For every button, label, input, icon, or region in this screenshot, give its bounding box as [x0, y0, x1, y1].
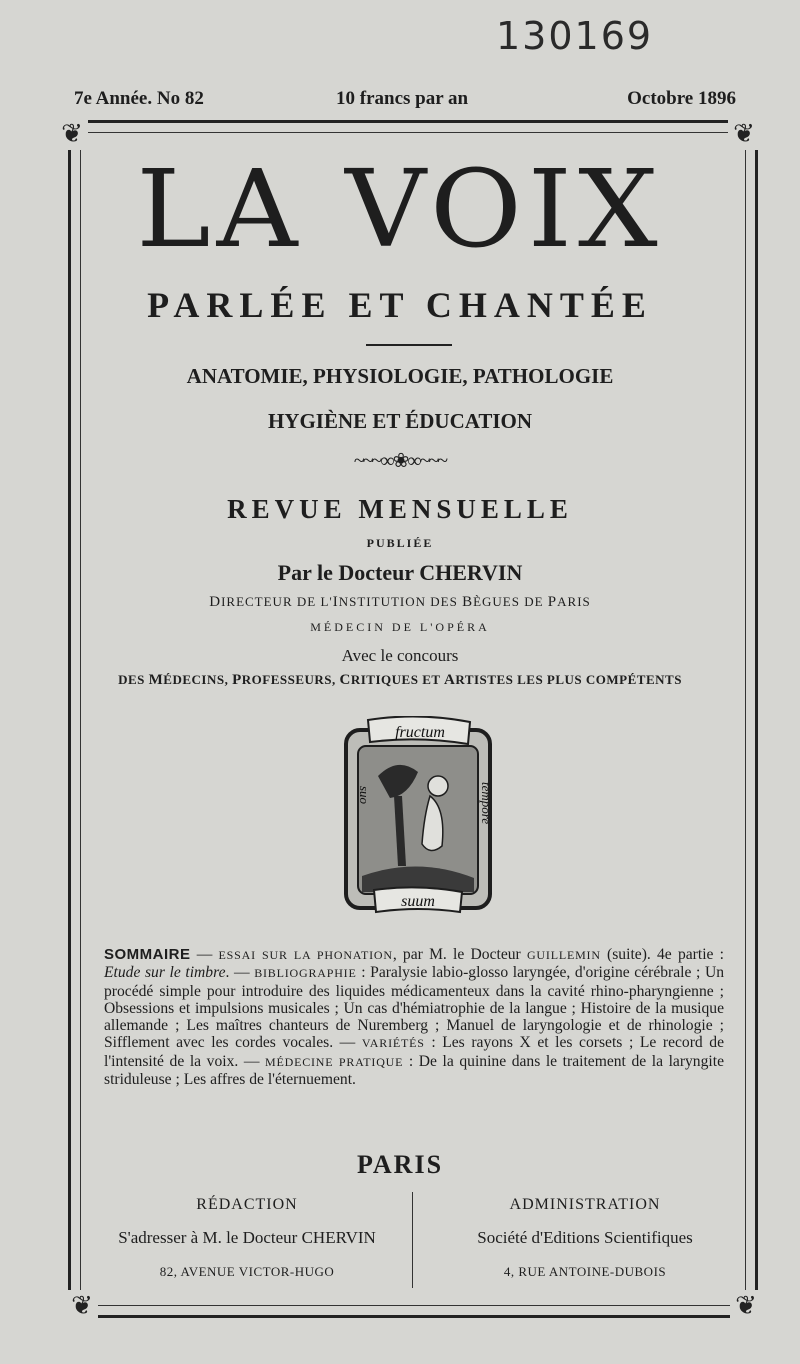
year-issue: 7e Année. No 82 — [74, 88, 204, 109]
journal-title: LA VOIX — [136, 148, 664, 272]
director-line: DIRECTEUR DE L'INSTITUTION DES BÈGUES DE PARIS — [209, 594, 591, 610]
administration-heading: ADMINISTRATION — [509, 1196, 661, 1213]
administration-address: 4, RUE ANTOINE-DUBOIS — [503, 1264, 667, 1279]
redaction-contact: S'adresser à M. le Docteur CHERVIN — [118, 1228, 376, 1247]
divider — [366, 344, 452, 346]
archive-stamp-number: 130169 — [496, 14, 654, 58]
corner-ornament-icon: ❦ — [728, 118, 760, 150]
avec-line: Avec le concours — [341, 646, 459, 665]
motto-bottom: suum — [401, 893, 435, 910]
publiee-label: PUBLIÉE — [366, 536, 434, 550]
corner-ornament-icon: ❦ — [730, 1290, 762, 1322]
corner-ornament-icon: ❦ — [66, 1290, 98, 1322]
revue-label: REVUE MENSUELLE — [227, 494, 573, 524]
issue-date: Octobre 1896 — [627, 88, 736, 109]
author-line: Par le Docteur CHERVIN — [277, 560, 523, 585]
motto-left: suo — [357, 786, 372, 805]
motto-top: fructum — [395, 724, 445, 741]
flourish-ornament-icon: ~~~∞❀∞~~~ — [353, 450, 447, 472]
corner-ornament-icon: ❦ — [56, 118, 88, 150]
cherub-head-icon — [428, 776, 448, 796]
table-of-contents: SOMMAIRE — ESSAI SUR LA PHONATION, par M. le Docteur GUILLEMIN (suite). 4e partie : Etude sur le timbre. — BIBLIOGRAPHIE : Paralysie labio-glosso laryngée, d'origine cérébrale ; Un procédé simple pour introduire des liquides médicamenteux dans la cavité rhino-pharyngienne ; Obsessions et impulsions musicales ; Un cas d'hémiatrophie de la langue ; Histoire de la musique allemande ; Les maîtres chanteurs de Nuremberg ; Manuel de laryngologie et de rhinologie ; Sifflement avec les cordes vocales. — VARIÉTÉS : Les rayons X et les corsets ; Le record de l'intensité de la voix. — MÉDECINE PRATIQUE : De la quinine dans le traitement de la laryngite striduleuse ; Les affres de l'éternuement. — [104, 946, 725, 1089]
administration-contact: Société d'Editions Scientifiques — [477, 1228, 693, 1247]
motto-right: tempore — [479, 782, 494, 825]
city-label: PARIS — [356, 1150, 444, 1179]
topics-line-2: HYGIÈNE ET ÉDUCATION — [267, 409, 533, 433]
printers-mark-emblem — [338, 716, 498, 922]
journal-subtitle: PARLÉE ET CHANTÉE — [147, 285, 653, 325]
column-divider — [412, 1192, 413, 1288]
masthead-line — [74, 88, 736, 114]
redaction-heading: RÉDACTION — [196, 1196, 298, 1213]
contributors-line: DES MÉDECINS, PROFESSEURS, CRITIQUES ET ARTISTES LES PLUS COMPÉTENTS — [118, 672, 682, 688]
topics-line-1: ANATOMIE, PHYSIOLOGIE, PATHOLOGIE — [186, 364, 614, 388]
redaction-address: 82, AVENUE VICTOR-HUGO — [159, 1264, 335, 1279]
medecin-line: MÉDECIN DE L'OPÉRA — [310, 620, 490, 634]
subscription-price: 10 francs par an — [336, 88, 469, 109]
